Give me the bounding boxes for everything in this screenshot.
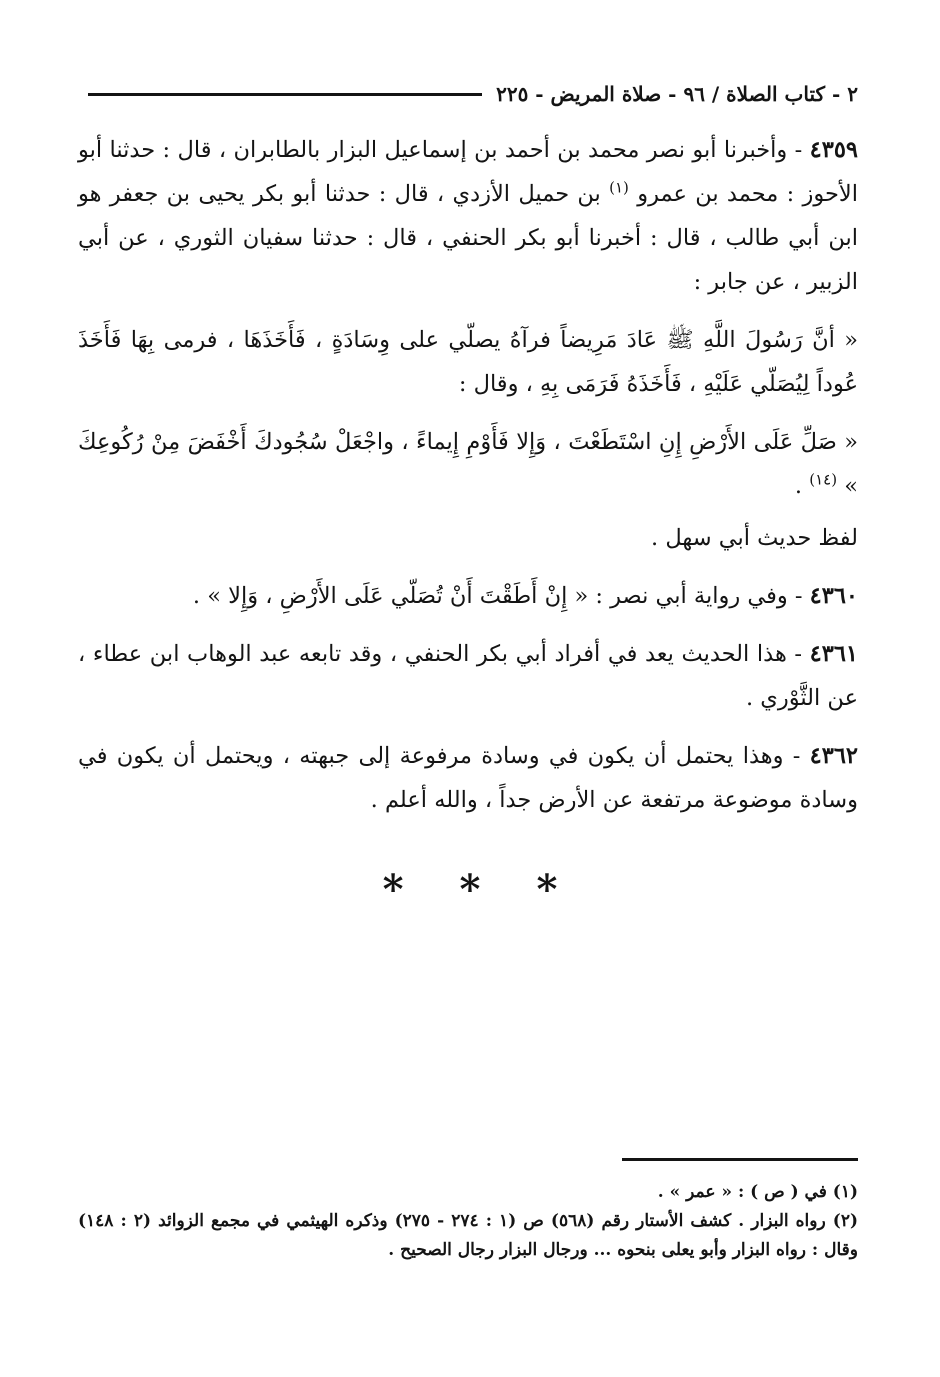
- footnote-1: (١) في ( ص ) : « عمر » .: [657, 1182, 858, 1202]
- paragraph-text: بن حميل الأزدي ، قال : حدثنا أبو بكر يحيى بن جعفر هو ابن أبي طالب ، قال : أخبرنا أبو بكر الحنفي ، قال : حدثنا سفيان الثوري ، عن أبي الزبير ، عن جابر :: [78, 181, 858, 295]
- hadith-quote: « صَلِّ عَلَى الأَرْضِ إِنِ اسْتَطَعْتَ ، وَإِلا فَأَوْمِ إِيماءً ، واجْعَلْ سُجُودكَ أَخْفَضَ مِنْ رُكُوعِكَ »: [78, 429, 858, 499]
- paragraph-4361: [78, 632, 858, 720]
- paragraph-text: - وهذا يحتمل أن يكون في وسادة مرفوعة إلى جبهته ، ويحتمل أن يكون في وسادة موضوعة مرتفعة عن الأرض جداً ، والله أعلم .: [78, 743, 858, 813]
- paragraph-hadith-text: [78, 318, 858, 406]
- paragraph-tail: .: [794, 473, 810, 499]
- paragraph-4362: [78, 734, 858, 822]
- paragraph-4359: [78, 128, 858, 304]
- main-text: [78, 128, 858, 836]
- footnotes: [78, 1178, 858, 1265]
- paragraph-text: - وأخبرنا أبو نصر محمد بن أحمد بن إسماعيل البزار بالطابران ، قال : حدثنا أبو الأحوز : محمد بن عمرو: [78, 137, 858, 207]
- footnote-ref: (١٤): [809, 470, 838, 489]
- paragraph-wording-note: [78, 516, 858, 560]
- paragraph-text: - هذا الحديث يعد في أفراد أبي بكر الحنفي ، وقد تابعه عبد الوهاب ابن عطاء ، عن الثَّوْري .: [78, 641, 858, 711]
- hadith-number: ٤٣٥٩: [809, 137, 858, 163]
- running-title: ٢ - كتاب الصلاة / ٩٦ - صلاة المريض - ٢٢٥: [496, 82, 858, 106]
- section-separator: [0, 866, 940, 913]
- separator-star: *: [459, 866, 481, 913]
- footnote-rule: [622, 1158, 858, 1161]
- hadith-quote: « أنَّ رَسُولَ اللَّهِ ﷺ عَادَ مَرِيضاً فرآهُ يصلّي على وِسَادَةٍ ، فَأَخَذَهَا ، فرمى بِهَا فَأَخَذَ عُوداً لِيُصَلّي عَلَيْهِ ، فَأَخَذَهُ فَرَمَى بِهِ ، وقال :: [78, 327, 858, 397]
- paragraph-text: لفظ حديث أبي سهل .: [651, 525, 858, 551]
- hadith-number: ٤٣٦١: [809, 641, 858, 667]
- footnote-ref: (١): [609, 178, 629, 197]
- hadith-number: ٤٣٦٠: [809, 583, 858, 609]
- paragraph-hadith-saying: [78, 420, 858, 508]
- hadith-number: ٤٣٦٢: [809, 743, 858, 769]
- header-rule: [88, 93, 482, 96]
- separator-star: *: [536, 866, 558, 913]
- paragraph-text: - وفي رواية أبي نصر : « إِنْ أَطَقْتَ أَنْ تُصَلّي عَلَى الأَرْضِ ، وَإِلا » .: [192, 583, 810, 609]
- separator-star: *: [382, 866, 404, 913]
- footnote-2: (٢) رواه البزار . كشف الأستار رقم (٥٦٨) ص (١ : ٢٧٤ - ٢٧٥) وذكره الهيثمي في مجمع الزوائد (٢ : ١٤٨) وقال : رواه البزار وأبو يعلى بنحوه ... ورجال البزار رجال الصحيح .: [78, 1211, 858, 1260]
- page-header: [88, 76, 858, 112]
- paragraph-4360: [78, 574, 858, 618]
